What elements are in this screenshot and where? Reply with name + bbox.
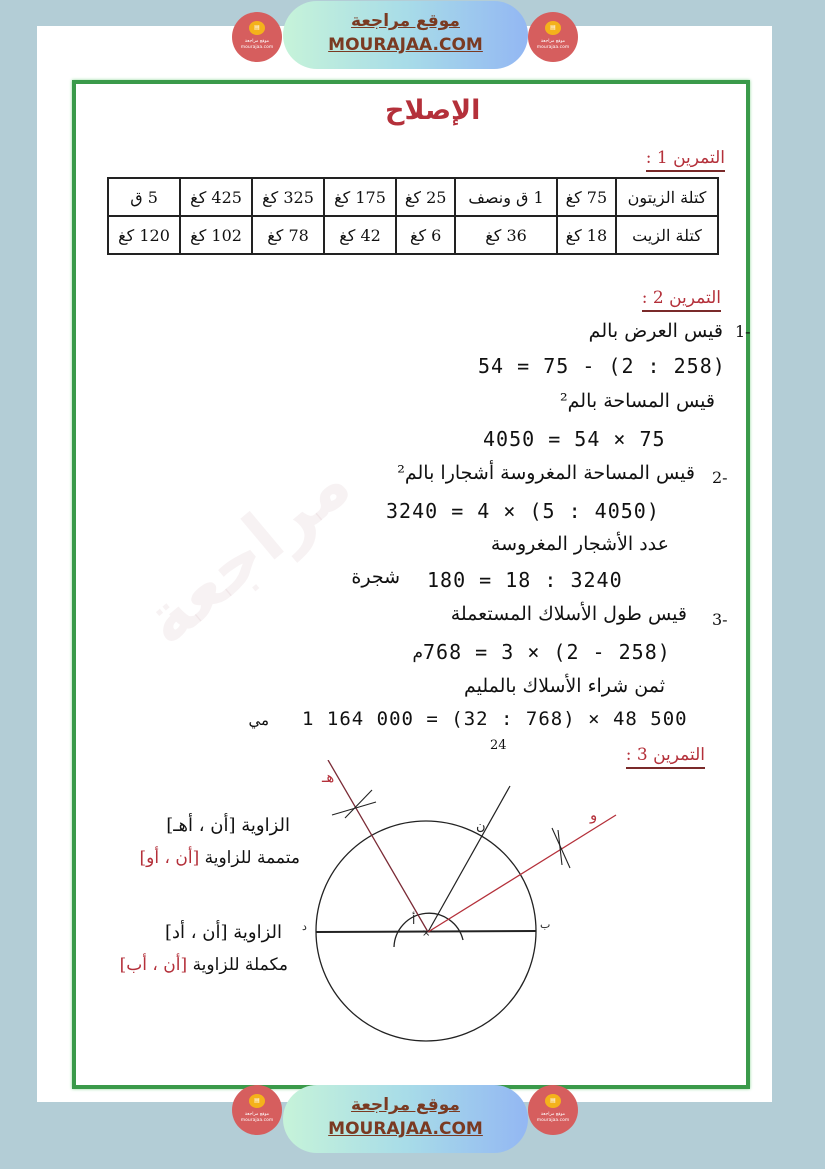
table-cell: 1 ق ونصف [455,178,556,216]
table-cell: 120 كغ [108,216,180,254]
table-cell: 75 كغ [557,178,616,216]
q3-number: 3- [712,610,728,629]
table-row [108,216,718,254]
table-cell: 36 كغ [455,216,556,254]
construction-mark [552,828,570,868]
label-w: و [590,806,598,824]
label-a: أ [412,913,416,927]
row-label: كتلة الزيت [616,216,718,254]
badge-text-ar: موقع مراجعة [540,1112,566,1117]
brand-arabic[interactable]: موقع مراجعة [351,11,460,31]
q1-equation: 54 = 75 - (2 : 258) [478,354,726,378]
book-icon: ▤ [249,21,265,35]
q2-equation-2: 180 = 18 : 3240 [427,568,623,592]
table-cell: 5 ق [108,178,180,216]
badge-text-en: mourajaa.com [536,1118,570,1123]
q3-unit-2: مي [248,711,269,729]
q2-sub-label: عدد الأشجار المغروسة [490,533,669,555]
geometry-figure [300,760,620,1080]
q2-label: قيس المساحة المغروسة أشجارا بالم² [397,462,695,484]
table-cell: 18 كغ [557,216,616,254]
logo-badge-right[interactable] [528,12,578,62]
q3-sub-label: ثمن شراء الأسلاك بالمليم [463,675,665,697]
q1-number: 1- [735,322,751,341]
table-cell: 175 كغ [324,178,396,216]
exercise3-heading: التمرين 3 : [626,745,705,769]
construction-mark [558,830,562,865]
q1-label: قيس العرض بالم [588,320,723,342]
row-label: كتلة الزيتون [616,178,718,216]
table-cell: 6 كغ [396,216,455,254]
brand-arabic[interactable]: موقع مراجعة [351,1095,460,1115]
statement2-text: مكملة للزاوية [192,955,288,975]
label-b: ب [540,918,551,931]
center-mark-icon: × [422,928,431,939]
statement2-line1: الزاوية [أن ، أد] [164,922,282,943]
exercise1-table [107,177,719,255]
label-d: د [302,920,307,933]
badge-text-en: mourajaa.com [536,45,570,50]
exercise2-heading: التمرين 2 : [642,288,721,312]
watermark: مراجعة [126,442,366,662]
q1-equation-2: 4050 = 54 × 75 [483,427,666,451]
statement1-text: متممة للزاوية [204,848,300,868]
ray-w [428,815,616,932]
book-icon: ▤ [545,1094,561,1108]
statement1-line2 [140,848,301,868]
q3-label: قيس طول الأسلاك المستعملة [450,603,687,625]
q2-unit: شجرة [351,566,400,588]
logo-badge-left[interactable] [232,12,282,62]
q2-number: 2- [712,468,728,487]
badge-text-ar: موقع مراجعة [244,39,270,44]
q1-sub-label: قيس المساحة بالم² [560,390,715,412]
brand-latin[interactable]: MOURAJAA.COM [328,1119,483,1139]
label-n: ن [476,819,486,834]
statement2-line2 [120,955,288,975]
statement1-red: [أن ، أو] [139,848,200,868]
table-cell: 102 كغ [180,216,252,254]
statement2-red: [أن ، أب] [119,955,188,975]
logo-badge-right-footer[interactable] [528,1085,578,1135]
table-cell: 78 كغ [252,216,324,254]
book-icon: ▤ [545,21,561,35]
q2-equation: 3240 = 4 × (5 : 4050) [386,499,660,523]
q3-unit: م [412,643,423,663]
exercise1-heading: التمرين 1 : [646,148,725,172]
brand-banner-top[interactable] [283,1,528,69]
q3-note: 24 [490,738,507,753]
badge-text-ar: موقع مراجعة [540,39,566,44]
table-cell: 425 كغ [180,178,252,216]
table-cell: 25 كغ [396,178,455,216]
page-title: الإصلاح [385,95,481,126]
brand-latin[interactable]: MOURAJAA.COM [328,35,483,55]
brand-banner-bottom[interactable] [283,1085,528,1153]
statement1-line1: الزاوية [أن ، أهـ] [166,815,290,836]
book-icon: ▤ [249,1094,265,1108]
q3-equation-2: 1 164 000 = (32 : 768) × 48 500 [302,708,688,730]
table-cell: 42 كغ [324,216,396,254]
badge-text-ar: موقع مراجعة [244,1112,270,1117]
logo-badge-left-footer[interactable] [232,1085,282,1135]
badge-text-en: mourajaa.com [240,1118,274,1123]
q3-equation: 768 = 3 × (2 - 258) [423,640,671,664]
table-cell: 325 كغ [252,178,324,216]
ray-n [428,786,510,932]
ray-h [328,760,428,932]
badge-text-en: mourajaa.com [240,45,274,50]
label-h: هـ [322,768,335,786]
table-row [108,178,718,216]
